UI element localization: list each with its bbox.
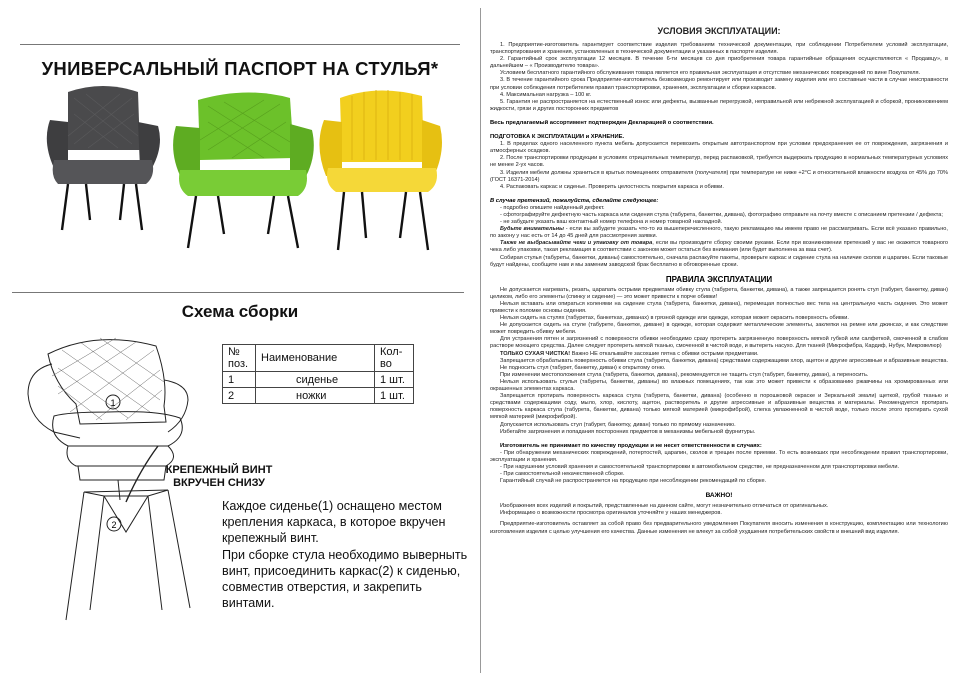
table-row — [223, 372, 414, 388]
rule-3: Нельзя сидеть на стулях (табуретах, банкетках, диванах) в грязной одежде или одежде, которая может окрасить поверхность обивки. — [500, 315, 849, 322]
liability-2: - При нарушении условий хранения и самостоятельной транспортировки в автомобильном средстве, не предназначенном для транспортировки мебели. — [500, 463, 900, 470]
page-title: УНИВЕРСАЛЬНЫЙ ПАСПОРТ НА СТУЛЬЯ* — [41, 58, 439, 79]
packaging-text: , если вы производите сборку своими руками. Если при возникновении претензий у вас не окажется товарного чека либо упаковки, такая рекламация в соответствии с законом может остаться без внимания (или будет выполнена за ваш счет). — [490, 240, 948, 254]
final-note: Предприятие-изготовитель оставляет за собой право без предварительного уведомления Покупателя вносить изменения в конструкцию, комплектацию или технологию изготовления изделия с целью улучшения его качества. Данные изменения не влекут за собой ухудшения потребительских свойств и внешний вид изделия. — [490, 521, 948, 535]
important-1: Изображения всех изделий и покрытий, представленные на данном сайте, могут незначительно отличаться от оригинальных. — [500, 503, 829, 510]
rule-4: Не допускается сидеть на стуле (табурете, банкетке, диване) в одежде, которая содержит металлические элементы, заклепки на ремне или джинсах, и как следствие может повредить обивку мебели. — [490, 322, 948, 336]
rule-6-lead: ТОЛЬКО СУХАЯ ЧИСТКА! — [500, 350, 571, 357]
prep-heading: ПОДГОТОВКА К ЭКСПЛУАТАЦИИ и ХРАНЕНИЕ. — [490, 134, 625, 141]
rule-1: Не допускается нагревать, резать, царапать острыми предметами обивку стула (табурета, банкетки, дивана), а также запрещается ронять стул (табурет, банкетку, диван) целиком, либо его элементы (спинку и сидение) — это может привести к порче обивки! — [490, 286, 948, 300]
condition-4: 4. Максимальная нагрузка – 100 кг. — [500, 91, 592, 98]
row2-pos: 2 — [223, 388, 256, 404]
assembly-description — [222, 498, 472, 611]
section-rule — [12, 292, 464, 293]
rule-10: Нельзя использовать стулья (табуреты, банкетки, диваны) во влажных помещениях, так как это может привести к образованию ржавчины на хромированных или окрашенных элементах каркаса. — [490, 378, 948, 393]
attention-paragraph — [490, 226, 948, 240]
right-column — [490, 0, 948, 679]
col-pos: № поз. — [223, 345, 256, 372]
yellow-chair-image — [319, 90, 442, 250]
callout-1: 1 — [110, 398, 116, 408]
important-heading: ВАЖНО! — [705, 492, 733, 500]
condition-3: 3. В течение гарантийного срока Предприятие-изготовитель безвозмездно ремонтирует или производит замену изделия или его составные части в случае неисправности при условии соблюдения потребителем правил транспортировки, хранения, эксплуатации и сборки каркасов. — [490, 77, 948, 91]
claim-1: - подробно опишите найденный дефект. — [500, 204, 605, 211]
rule-9: При изменении местоположения стула (табурета, банкетки, дивана), рекомендуется не тащить стул (табурет, банкетку, диван), а переносить. — [500, 371, 869, 378]
claim-3: - не забудьте указать ваш контактный номер телефона и номер товарной накладной. — [500, 219, 723, 226]
prep-1: 1. В пределах одного населенного пункта мебель допускается перевозить открытым автотранспортом при условии предохранения ее от повреждения, загрязнения и атмосферных осадков. — [490, 141, 948, 155]
rule-8: Не подносить стул (табурет, банкетку, диван) к открытому огню. — [500, 364, 666, 371]
conditions-heading: УСЛОВИЯ ЭКСПЛУАТАЦИИ: — [657, 26, 781, 36]
callout-2: 2 — [111, 520, 117, 530]
rule-5: Для устранения пятен и загрязнений с поверхности обивки необходимо сразу протереть загрязненную поверхность мягкой губкой или салфеткой, смоченной в слабом растворе моющего средства. Далее следует протереть мягкой тканью, смоченной в чистой воде, и вытереть насухо. Для тканей (Микрофибра, Кардиф, Нубук, Микровелюр) — [490, 336, 948, 350]
row1-qty: 1 шт. — [375, 372, 414, 388]
self-assembly: Собирая стулья (табуреты, банкетки, диваны) самостоятельно, сначала распакуйте пакеты, проверьте каркас и сидение стула на наличие сколов и царапин. Если таковые будут найдены, сообщите нам и мы заменим заводской брак бесплатно в обговоренные сроки. — [490, 254, 948, 268]
rule-7: Запрещается обрабатывать поверхность обивки стула (табурета, банкетки, дивана) средствами содержащими хлор, ацетон и другие агрессивные и абразивные вещества. — [500, 357, 949, 364]
description-paragraph-1: Каждое сиденье(1) оснащено местом крепления каркаса, в которое вкручен крепежный винт. — [222, 499, 446, 546]
liability-heading: Изготовитель не принимает по качеству продукции и не несет ответственности в случаях: — [500, 442, 762, 449]
col-qty: Кол-во — [375, 345, 414, 372]
packaging-paragraph — [490, 240, 948, 254]
prep-3: 3. Изделия мебели должны храниться в крытых помещениях отправителя (получателя) при температуре не ниже +2°С и относительной влажности воздуха от 45% до 70% (ГОСТ 16371-2014) — [490, 169, 948, 183]
row2-qty: 1 шт. — [375, 388, 414, 404]
claims-heading: В случае претензий, пожалуйста, сделайте следующее: — [490, 197, 659, 204]
condition-1: 1. Предприятие-изготовитель гарантирует соответствие изделия требованиям технической документации, при соблюдении Потребителем условий эксплуатации, транспортирования и хранения, установленных в технической документации и указанных в паспорте изделия. — [490, 42, 948, 56]
rule-6 — [490, 351, 948, 358]
claim-2: - сфотографируйте дефектную часть каркаса или сидения стула (табурета, банкетки, дивана), фотографию отправьте на почту вместе с описанием претензии / дефекта; — [500, 211, 943, 218]
liability-3: - При самостоятельной некачественной сборке. — [500, 471, 625, 478]
rule-13: Избегайте загрязнения и попадания посторонних предметов в механизмы мебельной фурнитуры. — [500, 428, 756, 435]
column-divider — [480, 8, 481, 673]
top-rule — [20, 44, 460, 45]
table-header-row — [223, 345, 414, 372]
important-2: Информацию о возможности просмотра оригиналов уточняйте у наших менеджеров. — [500, 510, 722, 517]
liability-4: Гарантийный случай не распространяется на продукцию при несоблюдении рекомендаций по сборке. — [500, 478, 767, 485]
row1-pos: 1 — [223, 372, 256, 388]
rule-11: Запрещается протирать поверхность каркаса стула (табурета, банкетки, дивана) (особенно в порошковой окраске и Зеркальной эмали) щеткой, грубой тканью и средствами содержащими соду, мыло, хлор, кислоту, ацетон, растворитель и другие агрессивные и абразивные вещества и материалы. Рекомендуется протирать поверхность каркаса стула (табурета, банкетки, дивана) только мягкой материей (микрофиброй), слегка увлажненной в чистой воде, только после этого протирать сухой мягкой материей (микрофиброй). — [490, 393, 948, 421]
description-paragraph-2: При сборке стула необходимо выверныть винт, присоединить каркас(2) к сиденью, совместив отверстия, и закрепить винтами. — [222, 547, 468, 611]
declaration: Весь предлагаемый ассортимент подтвержден Декларацией о соответствии. — [490, 119, 714, 126]
condition-5: 5. Гарантия не распространяется на естественный износ или дефекты, вызванные перегрузкой, неправильной или небрежной эксплуатацией и сборкой, проникновением жидкости, грязи и других посторонних предметов — [490, 98, 948, 112]
attention-text: - если вы забудете указать что-то из вышеперечисленного, такую рекламацию мы имеем право не рассматривать. Если всё указано правильно, по закону у нас есть от 14 до 45 дней для рассмотрения заявки. — [490, 226, 948, 240]
condition-2: 2. Гарантийный срок эксплуатации 12 месяцев. В течение 6-ти месяцев со дня приобретения товара гарантийные обращения осуществляются « Продавцу», в дальнейшем – « Производителю товара». — [490, 56, 948, 70]
chair-photos — [28, 80, 448, 265]
table-row — [223, 388, 414, 404]
rule-6-text: Важно НЕ откалывайте засохшие пятна с обивки острыми предметами. — [570, 350, 759, 357]
attention-lead: Будьте внимательны — [500, 226, 564, 233]
packaging-lead: Также не выбрасывайте чеки и упаковку от товара — [500, 240, 653, 247]
grey-chair-image — [47, 86, 160, 230]
parts-table — [222, 344, 414, 404]
row2-name: ножки — [256, 388, 375, 404]
col-name: Наименование — [256, 345, 375, 372]
rules-heading: ПРАВИЛА ЭКСПЛУАТАЦИИ — [665, 274, 773, 284]
screw-label: КРЕПЕЖНЫЙ ВИНТ ВКРУЧЕН СНИЗУ — [165, 464, 273, 489]
prep-2: 2. После транспортировки продукции в условиях отрицательных температур, перед распаковкой, требуется выдержать продукцию в нормальных температурных условиях не менее 2-ух часов. — [490, 155, 948, 169]
left-column — [0, 0, 478, 679]
conditions-body — [490, 42, 948, 536]
condition-2b: Условием бесплатного гарантийного обслуживания товара является его правильная эксплуатация и отсутствие механических повреждений по вине Покупателя. — [500, 70, 921, 77]
liability-1: - При обнаружении механических повреждений, потертостей, царапин, сколов и трещин после приемки. То есть возникших при несоблюдении правил транспортировки, эксплуатации и хранения. — [490, 449, 948, 463]
row1-name: сиденье — [256, 372, 375, 388]
prep-4: 4. Распаковать каркас и сиденье. Проверить целостность покрытия каркаса и обивки. — [500, 183, 724, 190]
rule-2: Нельзя вставать или опираться коленями на сидение стула (табурета, банкетки, дивана), перемещая полностью вес тела на центральную часть сидения. Это может привести к поломке основы сидения. — [490, 300, 948, 314]
schema-title: Схема сборки — [181, 302, 299, 321]
rule-12: Допускается использовать стул (табурет, банкетку, диван) только по прямому назначению. — [500, 421, 736, 428]
green-chair-image — [173, 92, 314, 248]
